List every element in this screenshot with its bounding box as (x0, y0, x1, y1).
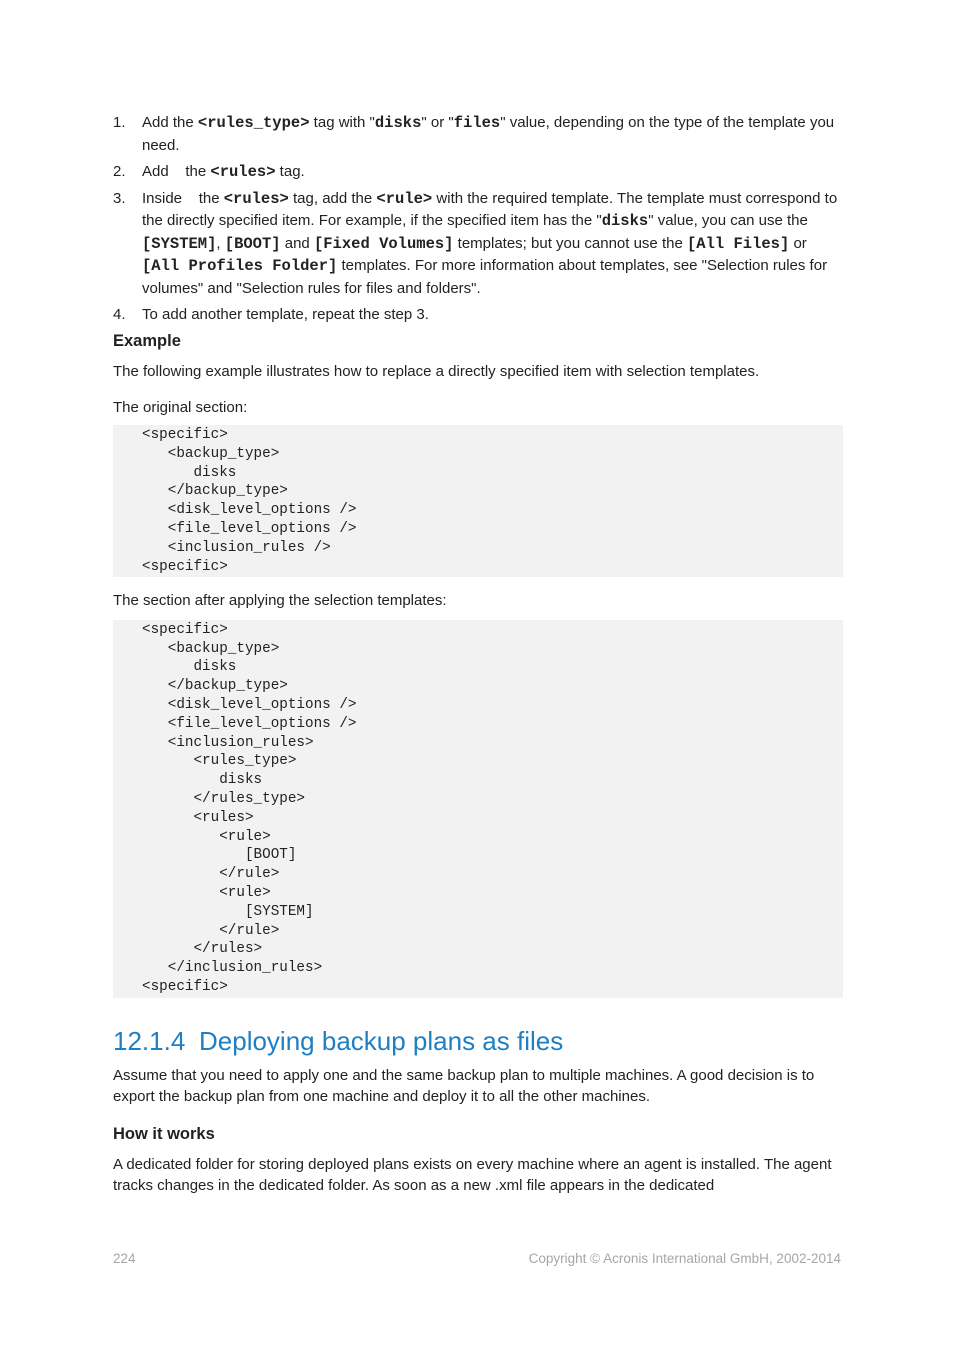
step-text-run: templates; but you cannot use the (453, 234, 687, 252)
step-item (113, 112, 843, 156)
step-number: 3. (113, 189, 126, 207)
inline-code: <rules> (210, 162, 276, 181)
step-number: 2. (113, 162, 126, 180)
step-text-run: and (280, 234, 314, 252)
page-number: 224 (113, 1251, 136, 1266)
step-text-run: tag, add the (288, 189, 377, 207)
copyright-notice: Copyright © Acronis International GmbH, 2002-2014 (528, 1251, 841, 1266)
after-label: The section after applying the selection templates: (113, 592, 447, 610)
original-label: The original section: (113, 398, 248, 416)
step-text-run: with the required template. The template must correspond to the directly specified item. For example, if the specified item has the " (142, 189, 842, 229)
inline-code: [All Files] (686, 234, 790, 253)
example-intro: The following example illustrates how to replace a directly specified item with selection templates. (113, 363, 760, 380)
inline-code: <rules_type> (197, 114, 310, 132)
how-it-works-text: A dedicated folder for storing deployed plans exists on every machine where an agent is installed. The agent tracks changes in the dedicated folder. As soon as a new .xml file appears in the dedicated (113, 1155, 832, 1195)
section-number: 12.1.4 (113, 1025, 186, 1056)
step-text-run: " value, you can use the (648, 212, 812, 229)
inline-code: [SYSTEM] (142, 234, 217, 253)
inline-code: [BOOT] (224, 234, 281, 253)
inline-code: [Fixed Volumes] (313, 234, 454, 253)
step-number: 4. (113, 305, 126, 323)
inline-code: <rule> (376, 189, 433, 208)
step-text-run: To add another template, repeat the step 3. (142, 305, 429, 323)
inline-code: <rules> (223, 189, 289, 208)
page-content (113, 112, 843, 1197)
step-item (113, 188, 843, 300)
step-number: 1. (113, 114, 126, 131)
step-text (142, 188, 843, 300)
code-block-after: <specific> <backup_type> disks </backup_type> <disk_level_options /> <file_level_options /> <inclusion_rules> <rules_type> disks </rules_type> <rules> <rule> [BOOT] </rule> <rule> [SYSTEM] </rule> </rules> </inclusion_rules> <specific> (113, 620, 843, 998)
step-item (113, 304, 843, 326)
step-text (142, 161, 843, 184)
how-it-works-heading: How it works (113, 1124, 215, 1143)
inline-code: [All Profiles Folder] (142, 257, 338, 275)
step-text-run: or (789, 234, 811, 252)
step-text-run: Inside the (142, 189, 224, 207)
step-text-run: Add the (142, 114, 198, 131)
section-heading (113, 1025, 843, 1057)
inline-code: disks (374, 114, 422, 132)
example-heading: Example (113, 332, 181, 350)
step-text-run: " value, depending on the type of the template you need. (142, 114, 839, 154)
step-item (113, 161, 843, 184)
step-text (142, 304, 843, 326)
section-title: Deploying backup plans as files (199, 1025, 564, 1056)
step-text-run: " or " (421, 114, 454, 131)
section-intro: Assume that you need to apply one and the same backup plan to multiple machines. A good decision is to export the backup plan from one machine and deploy it to all the other machines. (113, 1066, 815, 1106)
steps-list (113, 112, 843, 325)
step-text-run: Add the (142, 162, 211, 180)
inline-code: disks (601, 212, 649, 230)
step-text-run: tag with " (309, 114, 375, 131)
code-block-original: <specific> <backup_type> disks </backup_type> <disk_level_options /> <file_level_options /> <inclusion_rules /> <specific> (113, 425, 843, 577)
step-text-run: , (216, 234, 225, 252)
step-text-run: templates. For more information about templates, see "Selection rules for volumes" and "Selection rules for files and folders". (142, 257, 832, 297)
step-text-run: tag. (275, 162, 305, 180)
step-text (142, 112, 843, 156)
inline-code: files (453, 114, 501, 132)
